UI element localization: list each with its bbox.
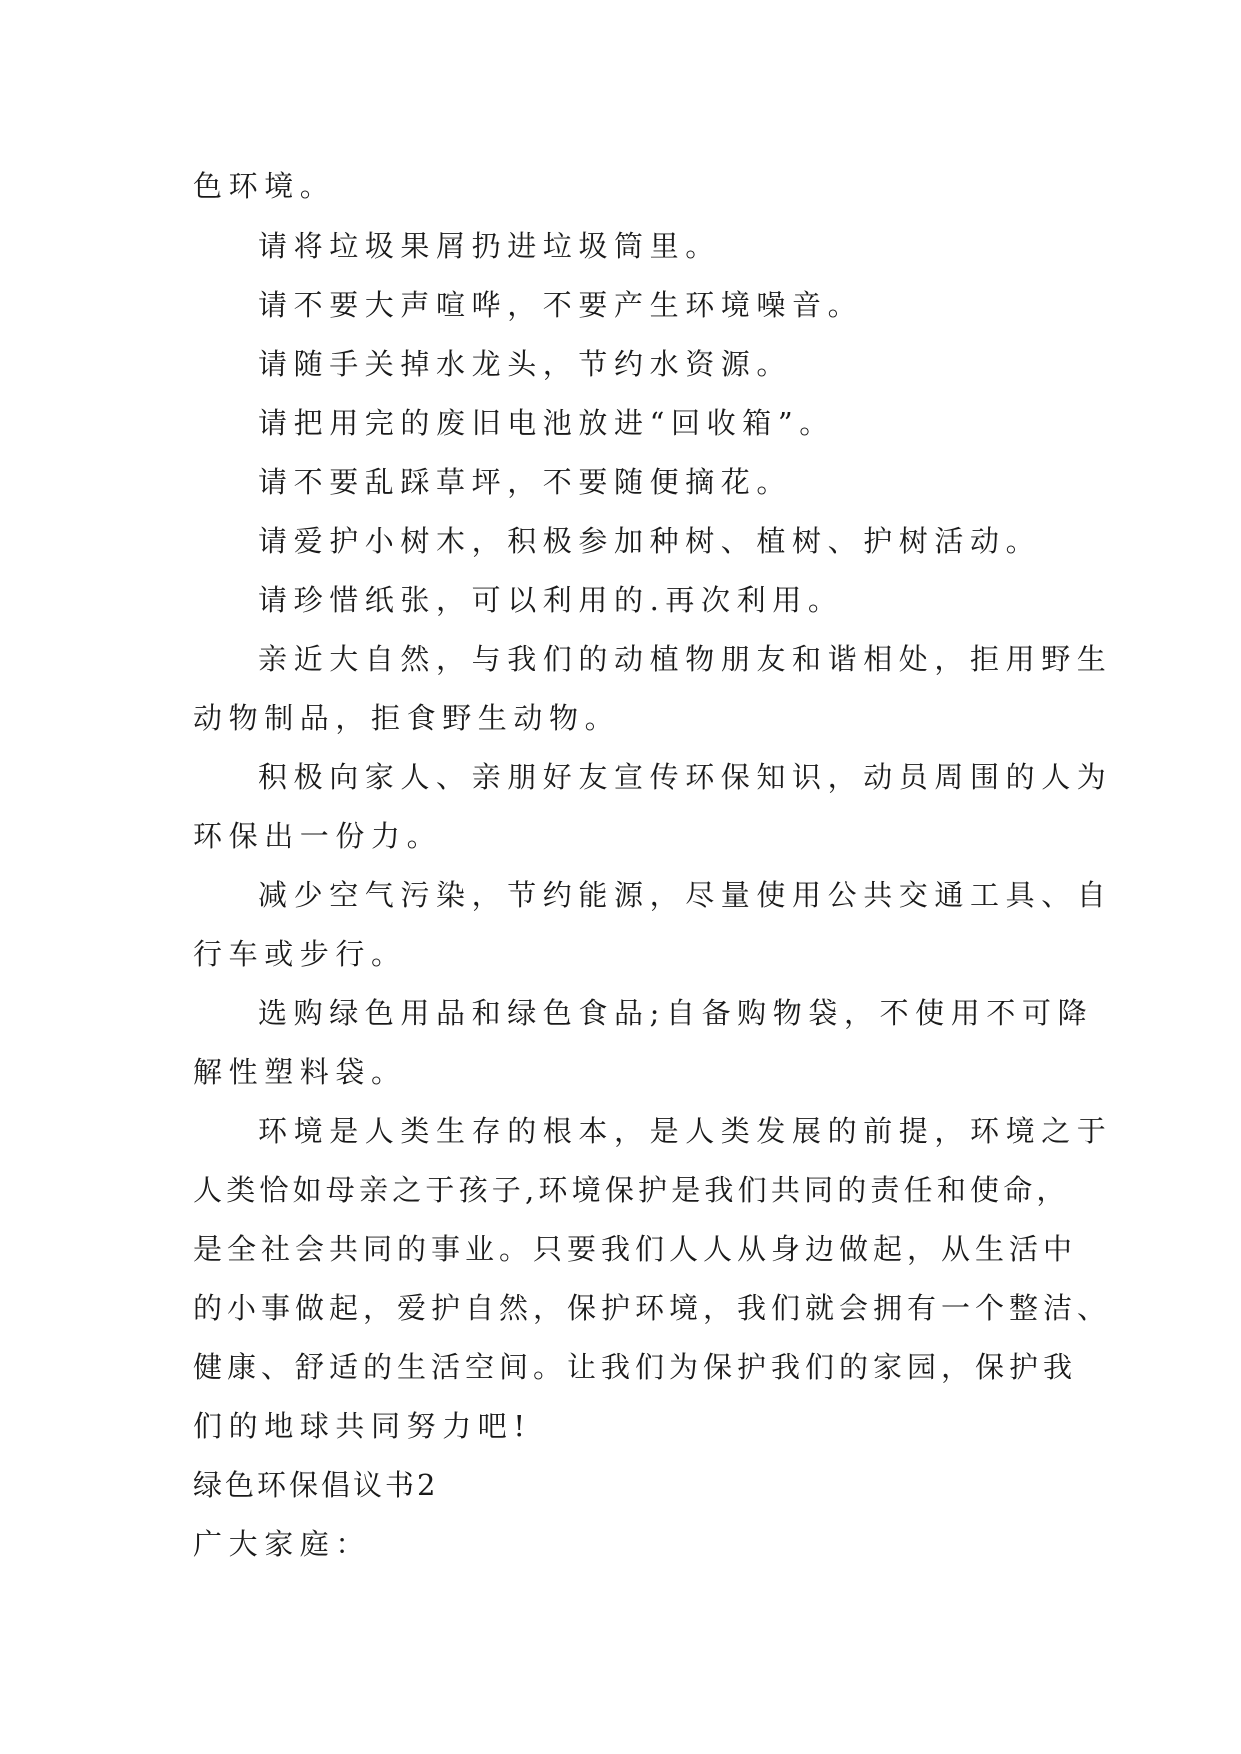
paragraph-line: 请随手关掉水龙头，节约水资源。 — [258, 347, 793, 381]
paragraph-line: 请爱护小树木，积极参加种树、植树、护树活动。 — [258, 524, 1042, 558]
paragraph-line: 减少空气污染，节约能源，尽量使用公共交通工具、自 — [258, 878, 1113, 912]
paragraph-line: 们的地球共同努力吧! — [193, 1409, 532, 1443]
paragraph-line: 的小事做起，爱护自然，保护环境，我们就会拥有一个整洁、 — [193, 1291, 1112, 1325]
section-title: 绿色环保倡议书2 — [193, 1468, 439, 1502]
paragraph-line: 人类恰如母亲之于孩子,环境保护是我们共同的责任和使命， — [193, 1173, 1070, 1207]
paragraph-line: 亲近大自然，与我们的动植物朋友和谐相处，拒用野生 — [258, 642, 1113, 676]
paragraph-line: 是全社会共同的事业。只要我们人人从身边做起，从生活中 — [193, 1232, 1078, 1266]
salutation: 广大家庭： — [193, 1527, 372, 1561]
paragraph-line: 动物制品，拒食野生动物。 — [193, 701, 621, 735]
paragraph-line: 请不要大声喧哗，不要产生环境噪音。 — [258, 288, 864, 322]
paragraph-line: 环保出一份力。 — [193, 819, 443, 853]
paragraph-line: 请把用完的废旧电池放进“回收箱”。 — [258, 406, 835, 440]
paragraph-line: 色环境。 — [193, 169, 336, 203]
paragraph-line: 积极向家人、亲朋好友宣传环保知识，动员周围的人为 — [258, 760, 1113, 794]
paragraph-line: 行车或步行。 — [193, 937, 407, 971]
paragraph-line: 请珍惜纸张，可以利用的.再次利用。 — [258, 583, 844, 617]
paragraph-line: 健康、舒适的生活空间。让我们为保护我们的家园，保护我 — [193, 1350, 1078, 1384]
paragraph-line: 环境是人类生存的根本，是人类发展的前提，环境之于 — [258, 1114, 1113, 1148]
paragraph-line: 选购绿色用品和绿色食品;自备购物袋，不使用不可降 — [258, 996, 1094, 1030]
paragraph-line: 请将垃圾果屑扔进垃圾筒里。 — [258, 229, 721, 263]
paragraph-line: 请不要乱踩草坪，不要随便摘花。 — [258, 465, 793, 499]
paragraph-line: 解性塑料袋。 — [193, 1055, 407, 1089]
